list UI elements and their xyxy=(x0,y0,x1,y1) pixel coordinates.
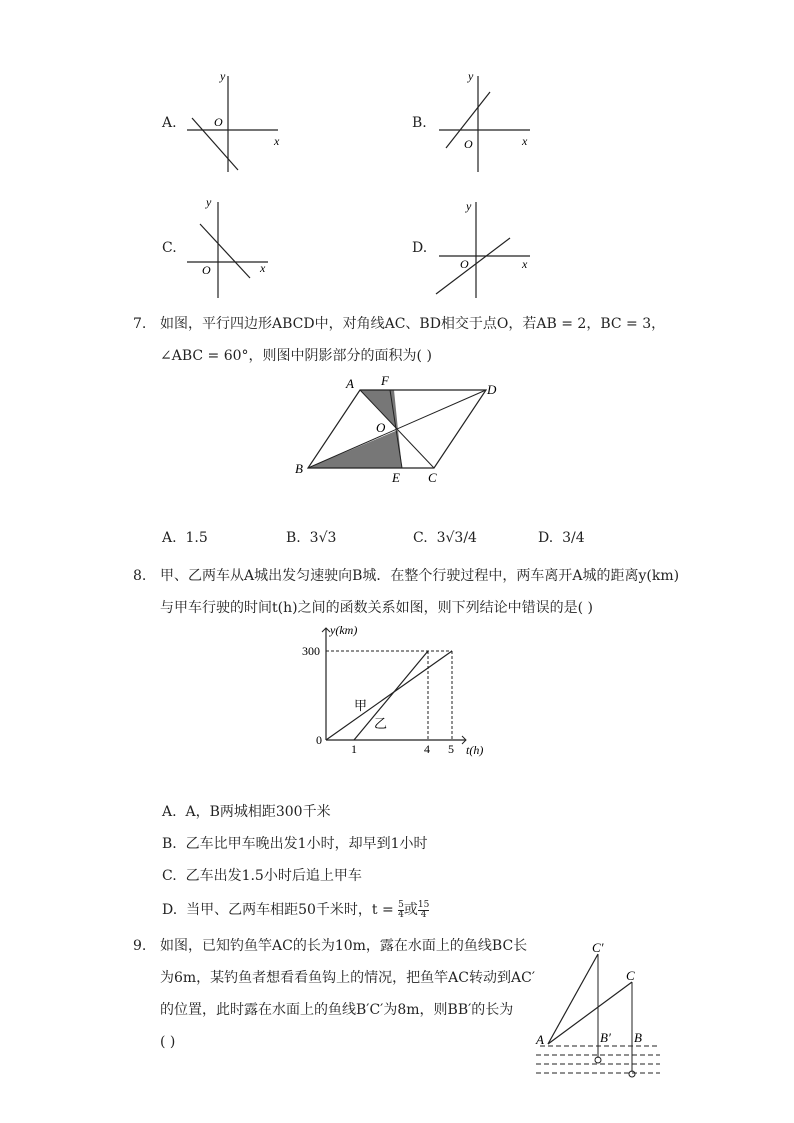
q6-graph-a xyxy=(180,68,290,176)
q7-option-b[interactable] xyxy=(286,530,336,546)
label-b: B xyxy=(295,461,303,476)
option-label: D. xyxy=(162,902,178,918)
label-c-prime: C′ xyxy=(592,940,604,955)
x-label: x xyxy=(522,134,528,148)
option-value: 3/4 xyxy=(562,530,585,546)
y-label: y xyxy=(206,195,212,209)
label-b-prime: B′ xyxy=(600,1030,611,1045)
q7-option-d[interactable] xyxy=(538,530,585,546)
y-label: y xyxy=(466,199,472,213)
t-axis-label: t(h) xyxy=(466,743,484,757)
q9-line-2: 为6m，某钓鱼者想看看鱼钩上的情况，把鱼竿AC转动到AC′ xyxy=(160,970,536,986)
fraction-5-4: $\frac{5}{4}$ xyxy=(398,899,404,920)
option-label: B. xyxy=(162,836,177,852)
option-label: B. xyxy=(286,530,301,546)
option-text: 乙车比甲车晚出发1小时，却早到1小时 xyxy=(185,836,428,852)
q8-distance-time-graph xyxy=(296,620,496,762)
tick-300: 300 xyxy=(302,644,320,658)
label-jia: 甲 xyxy=(354,698,368,713)
q7-option-a[interactable] xyxy=(162,530,208,546)
label-b: B xyxy=(634,1030,642,1045)
tick-1: 1 xyxy=(351,742,357,756)
option-label: D. xyxy=(538,530,554,546)
origin-label: O xyxy=(460,257,469,271)
option-label: C. xyxy=(162,868,177,884)
x-label: x xyxy=(522,257,528,271)
q8-number: 8. xyxy=(133,568,147,584)
q7-line-1: 如图，平行四边形ABCD中，对角线AC、BD相交于点O，若AB = 2，BC = 3， xyxy=(160,316,666,332)
q6-graph-b xyxy=(432,68,542,176)
rod-ac-prime xyxy=(548,954,598,1044)
option-or: 或 xyxy=(403,902,418,918)
label-a: A xyxy=(346,376,354,391)
q8-option-a[interactable] xyxy=(162,802,331,822)
x-label: x xyxy=(274,134,280,148)
x-label: x xyxy=(260,261,266,275)
origin-label: O xyxy=(202,263,211,277)
q9-fishing-rod-figure xyxy=(528,934,668,1084)
q8-option-c[interactable] xyxy=(162,866,362,886)
option-value: 1.5 xyxy=(185,530,208,546)
line-yi xyxy=(354,651,428,740)
option-label: A. xyxy=(162,804,177,820)
q8-option-b[interactable] xyxy=(162,834,427,854)
label-yi: 乙 xyxy=(374,716,388,731)
q7-option-c[interactable] xyxy=(413,530,477,546)
option-text: 乙车出发1.5小时后追上甲车 xyxy=(185,868,362,884)
label-e: E xyxy=(392,470,400,485)
tick-5: 5 xyxy=(448,742,454,756)
line-jia xyxy=(326,651,452,740)
q6-graph-d xyxy=(432,194,542,300)
label-a: A xyxy=(536,1032,544,1047)
q9-number: 9. xyxy=(133,938,147,954)
q9-line-3: 的位置，此时露在水面上的鱼线B′C′为8m，则BB′的长为 xyxy=(160,1002,514,1018)
y-axis-label: y(km) xyxy=(330,623,358,637)
tick-4: 4 xyxy=(424,742,430,756)
q6-graph-c xyxy=(180,194,290,300)
y-label: y xyxy=(220,69,226,83)
q9-line-4: ( ) xyxy=(160,1034,176,1050)
rod-ac xyxy=(548,982,632,1044)
tick-0: 0 xyxy=(316,733,322,747)
option-value: 3√3 xyxy=(309,530,337,546)
label-c: C xyxy=(626,968,635,983)
q7-line-2: ∠ABC = 60°，则图中阴影部分的面积为( ) xyxy=(160,348,432,364)
q6-option-b-label: B. xyxy=(412,115,427,131)
option-value: 3√3/4 xyxy=(436,530,477,546)
q9-line-1: 如图，已知钓鱼竿AC的长为10m，露在水面上的鱼线BC长 xyxy=(160,938,528,954)
q8-line-2: 与甲车行驶的时间t(h)之间的函数关系如图，则下列结论中错误的是( ) xyxy=(160,600,593,616)
q8-option-d[interactable] xyxy=(162,900,429,920)
label-c: C xyxy=(428,470,437,485)
graph-line xyxy=(436,238,510,294)
option-label: C. xyxy=(413,530,428,546)
q8-line-1: 甲、乙两车从A城出发匀速驶向B城．在整个行驶过程中，两车离开A城的距离y(km) xyxy=(160,568,680,584)
option-text: A，B两城相距300千米 xyxy=(185,804,331,820)
option-text: 当甲、乙两车相距50千米时，t = xyxy=(186,902,399,918)
origin-label: O xyxy=(464,137,473,151)
y-label: y xyxy=(468,69,474,83)
q7-number: 7. xyxy=(133,316,147,332)
q7-parallelogram-figure xyxy=(290,372,510,490)
fraction-15-4: $\frac{15}{4}$ xyxy=(417,899,430,920)
q6-option-a-label: A. xyxy=(162,115,177,131)
q6-option-c-label: C. xyxy=(162,240,177,256)
label-d: D xyxy=(487,382,497,397)
label-o: O xyxy=(376,420,386,435)
option-label: A. xyxy=(162,530,177,546)
origin-label: O xyxy=(214,115,223,129)
label-f: F xyxy=(381,373,389,388)
q6-option-d-label: D. xyxy=(412,240,428,256)
